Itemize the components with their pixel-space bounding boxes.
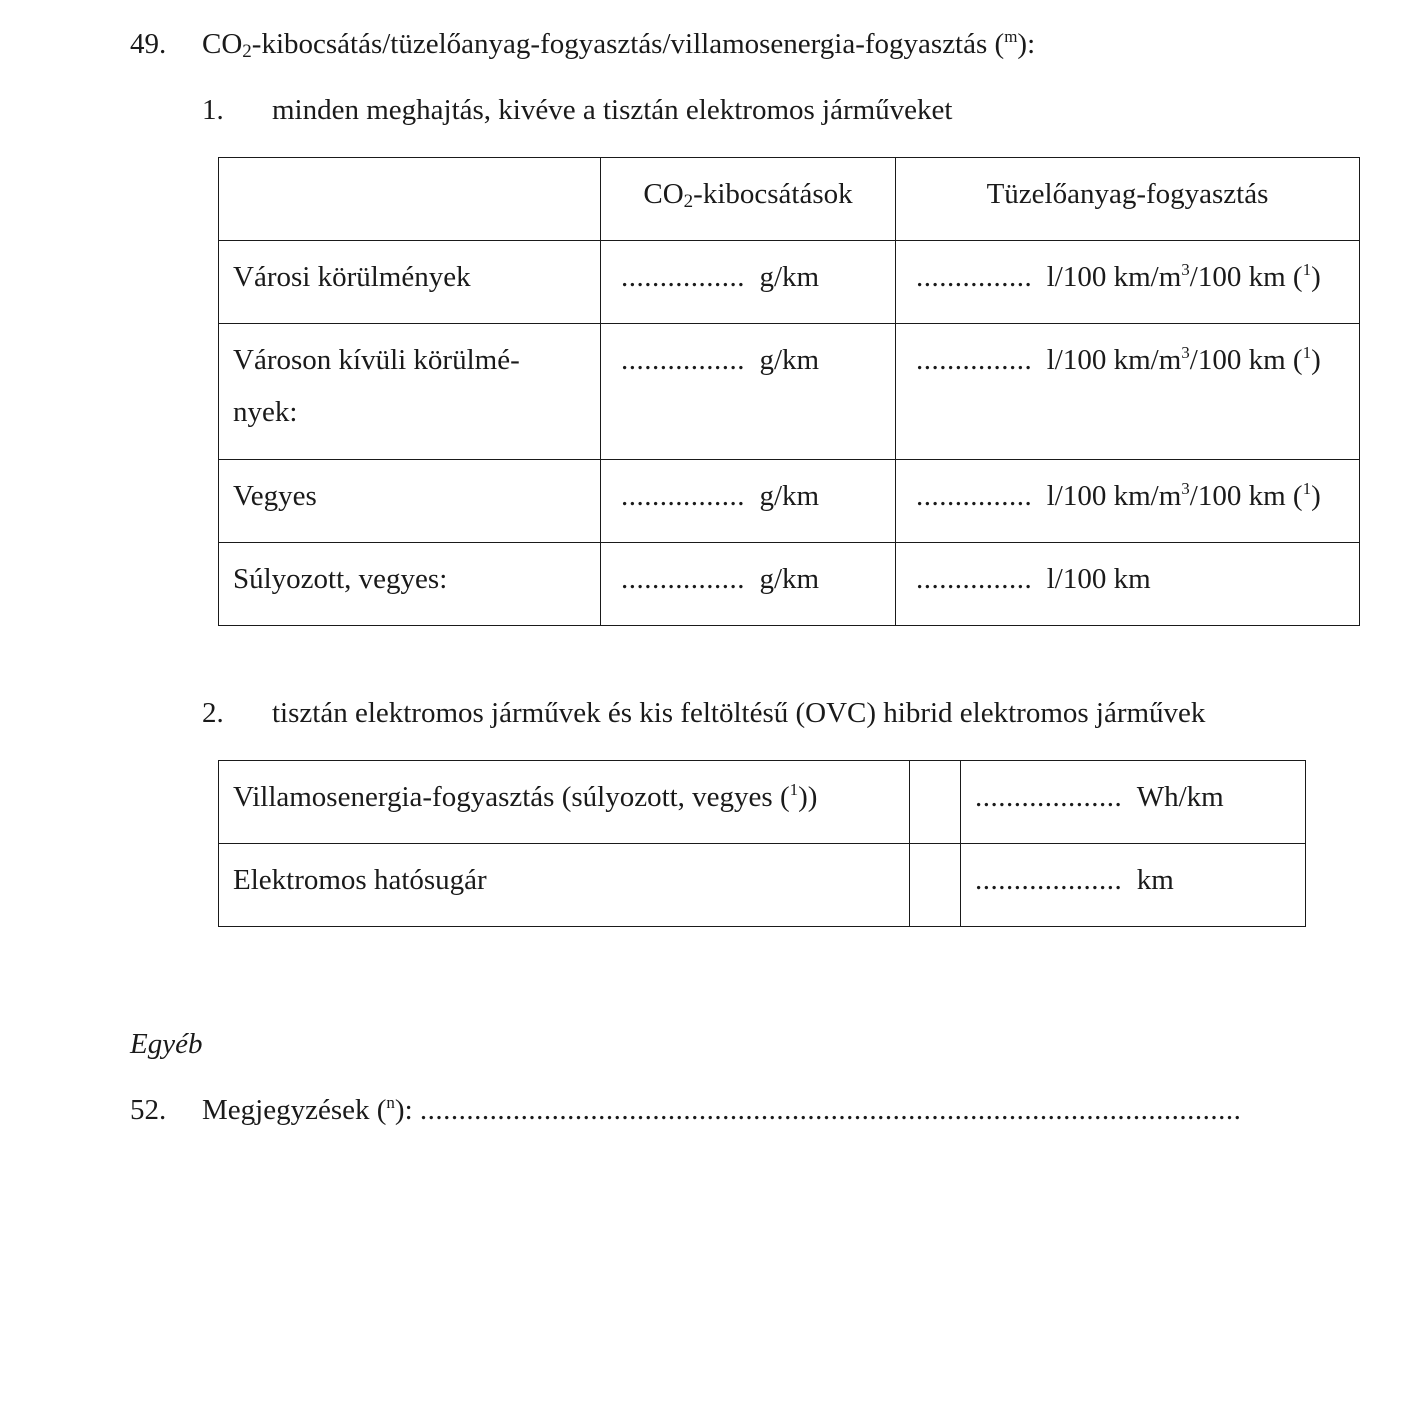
item-number: 49. <box>130 28 167 60</box>
fuel-value-field: ............... l/100 $km/m^3/100$ km ($^1$) <box>896 241 1360 324</box>
subitem-number: 2. <box>202 697 224 729</box>
row-label: Elektromos hatósugár <box>219 844 910 927</box>
row-label: Városon kívüli körülmé- nyek: <box>219 324 601 460</box>
subitem-text: minden meghajtás, kivéve a tisztán elektromos járműveket <box>272 94 953 126</box>
emissions-table <box>218 157 1360 626</box>
co2-value-field: ................ g/km <box>601 460 896 543</box>
table-row <box>219 761 1306 844</box>
section-heading-other: Egyéb <box>130 1028 203 1060</box>
table-row <box>219 241 1360 324</box>
subitem-2-heading <box>202 699 1205 728</box>
table-row <box>219 543 1360 626</box>
range-value-field: ................... km <box>961 844 1306 927</box>
table-row <box>219 844 1306 927</box>
table-header-row <box>219 158 1360 241</box>
co2-value-field: ................ g/km <box>601 324 896 460</box>
fuel-value-field: ............... l/100 $km/m^3/100$ km ($^1$) <box>896 324 1360 460</box>
row-label: Villamosenergia-fogyasztás (súlyozott, vegyes ($^1$)) <box>219 761 910 844</box>
table-row <box>219 460 1360 543</box>
item-52-remarks: 52. Megjegyzések ($^n$): .......................................................................................................... <box>130 1093 1242 1126</box>
header-fuel: Tüzelőanyag-fogyasztás <box>896 158 1360 241</box>
subitem-1-heading <box>202 96 952 125</box>
co2-value-field: ................ g/km <box>601 543 896 626</box>
empty-cell <box>910 761 961 844</box>
header-co2: $CO_2$-kibocsátások <box>601 158 896 241</box>
row-label: Vegyes <box>219 460 601 543</box>
table-row <box>219 324 1360 460</box>
row-label: Városi körülmények <box>219 241 601 324</box>
item-49-heading: 49. $CO_2-kibocsátás/tüzelőanyag-fogyasztás/villamosenergia$-fogyasztás ($^m$): <box>130 27 1036 62</box>
item-number: 52. <box>130 1094 167 1126</box>
electric-table <box>218 760 1306 927</box>
remarks-field: .......................................................................................................... <box>419 1094 1242 1126</box>
header-empty-cell <box>219 158 601 241</box>
fuel-value-field: ............... l/100 $km/m^3/100$ km ($^1$) <box>896 460 1360 543</box>
fuel-value-field: ............... l/100 km <box>896 543 1360 626</box>
subitem-number: 1. <box>202 94 224 126</box>
empty-cell <box>910 844 961 927</box>
row-label: Súlyozott, vegyes: <box>219 543 601 626</box>
subitem-text: tisztán elektromos járművek és kis feltöltésű (OVC) hibrid elektromos járművek <box>272 697 1206 729</box>
energy-value-field: ................... Wh/km <box>961 761 1306 844</box>
co2-value-field: ................ g/km <box>601 241 896 324</box>
